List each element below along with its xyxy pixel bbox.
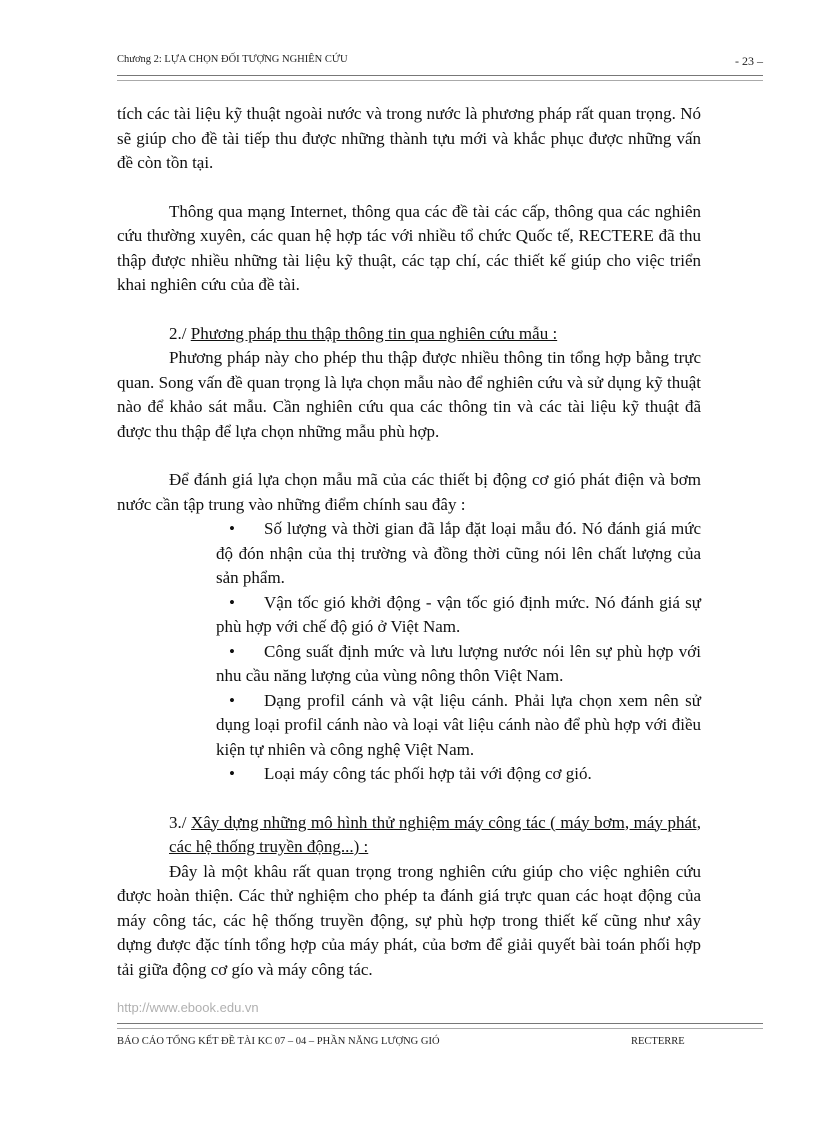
chapter-title: Chương 2: LỰA CHỌN ĐỐI TƯỢNG NGHIÊN CỨU [117, 54, 348, 65]
bullet-icon: • [229, 519, 235, 538]
list-item: • Loại máy công tác phối hợp tải với động cơ gió. [216, 762, 701, 787]
section-number: 2./ [169, 323, 187, 343]
section-heading-3 [117, 811, 701, 860]
page-number: - 23 – [735, 54, 763, 68]
source-url: http://www.ebook.edu.vn [117, 1000, 259, 1015]
paragraph-evaluation-intro: Để đánh giá lựa chọn mẫu mã của các thiết bị động cơ gió phát điện và bơm nước cần tập trung vào những điểm chính sau đây : [117, 470, 701, 514]
paragraph-continuation: tích các tài liệu kỹ thuật ngoài nước và trong nước là phương pháp rất quan trọng. Nó sẽ giúp cho đề tài tiếp thu được những thành tựu mới và khắc phục được những vấn đề còn tồn tại. [117, 104, 701, 172]
bullet-icon: • [229, 764, 235, 783]
list-item: • Công suất định mức và lưu lượng nước nói lên sự phù hợp với nhu cầu năng lượng của vùng nông thôn Việt Nam. [216, 641, 701, 685]
header-rule [117, 75, 763, 81]
section-title: Xây dựng những mô hình thử nghiệm máy công tác ( máy bơm, máy phát, các hệ thống truyền động...) : [169, 812, 702, 856]
paragraph-sample-method: Phương pháp này cho phép thu thập được nhiều thông tin tổng hợp bằng trực quan. Song vấn đề quan trọng là lựa chọn mẫu nào để nghiên cứu và sử dụng kỹ thuật nào để khảo sát mẫu. Cần nghiên cứu qua các thông tin và các tài liệu kỹ thuật đã được thu thập để lựa chọn những mẫu phù hợp. [117, 348, 701, 441]
footer-rule [117, 1023, 763, 1029]
paragraph-testing: Đây là một khâu rất quan trọng trong nghiên cứu giúp cho việc nghiên cứu được hoàn thiện. Các thử nghiệm cho phép ta đánh giá trực quan các hoạt động của máy công tác, các hệ thống truyền động, sự phù hợp trong thiết kế cũng như xây dựng được đặc tính tổng hợp của máy phát, của bơm để giải quyết bài toán phối hợp tải giữa động cơ gío và máy công tác. [117, 861, 701, 979]
criteria-list [117, 517, 701, 787]
section-number: 3./ [169, 812, 187, 832]
bullet-icon: • [229, 592, 235, 612]
list-item: • Số lượng và thời gian đã lắp đặt loại mẫu đó. Nó đánh giá mức độ đón nhận của thị trường và đồng thời cũng nói lên chất lượng của sản phẩm. [216, 519, 701, 587]
organization-name: RECTERRE [631, 1036, 685, 1047]
paragraph-internet: Thông qua mạng Internet, thông qua các đề tài các cấp, thông qua các nghiên cứu thường xuyên, các quan hệ hợp tác với nhiều tổ chức Quốc tế, RECTERE đã thu thập được nhiều những tài liệu kỹ thuật, các tạp chí, các thiết kế giúp cho việc triển khai nghiên cứu của đề tài. [117, 201, 701, 294]
bullet-icon: • [229, 641, 235, 661]
list-item: • Dạng profil cánh và vật liệu cánh. Phải lựa chọn xem nên sử dụng loại profil cánh nào và loại vât liệu cánh nào để phù hợp với điều kiện tự nhiên và công nghệ Việt Nam. [216, 690, 701, 759]
section-title: Phương pháp thu thập thông tin qua nghiên cứu mẫu : [190, 323, 558, 343]
list-item: • Vận tốc gió khởi động - vận tốc gió định mức. Nó đánh giá sự phù hợp với chế độ gió ở Việt Nam. [216, 592, 701, 636]
report-title: BÁO CÁO TỔNG KẾT ĐỀ TÀI KC 07 – 04 – PHẦN NĂNG LƯỢNG GIÓ [117, 1036, 440, 1047]
bullet-icon: • [229, 690, 235, 710]
document-body [117, 102, 701, 982]
section-heading-2 [117, 322, 701, 347]
